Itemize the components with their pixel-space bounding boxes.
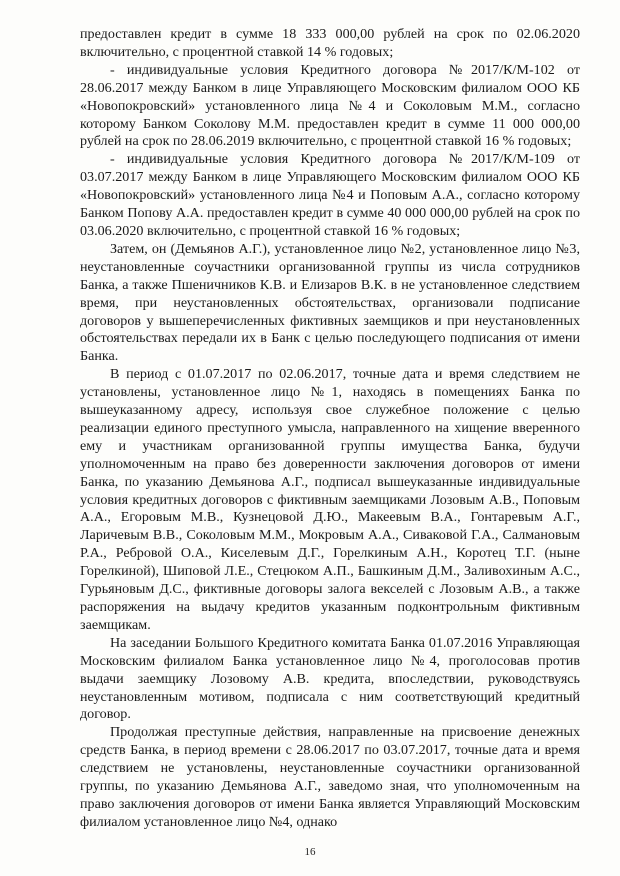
paragraph-period-signing: В период с 01.07.2017 по 02.06.2017, точные дата и время следствием не установлены, установленное лицо №1, находясь в помещениях Банка по вышеуказанному адресу, используя свое служебное положение с целью реализации единого преступного умысла, направленного на хищение вверенного ему и участникам организованной группы имущества Банка, будучи уполномоченным на право без доверенности заключения договоров от имени Банка, по указанию Демьянова А.Г., подписал вышеуказанные индивидуальные условия кредитных договоров с фиктивным заемщиками Лозовым А.В., Поповым А.А., Егоровым М.В., Кузнецовой Д.Ю., Макеевым В.А., Гонтаревым А.Г., Ларичевым В.В., Соколовым М.М., Мокровым А.А., Сиваковой Г.А., Салмановым Р.А., Ребровой О.А., Киселевым Д.Г., Горелкиным А.Н., Коротец Т.Г. (ныне Горелкиной), Шиповой Л.Е., Стецюком А.П., Башкиным Д.М., Заливохиным А.С., Гурьяновым Д.С., фиктивные договоры залога векселей с Лозовым А.В., а также распоряжения на выдачу кредитов указанным подконтрольным фиктивным заемщикам. (80, 366, 580, 633)
paragraph-signing-organization: Затем, он (Демьянов А.Г.), установленное лицо №2, установленное лицо №3, неустановленные соучастники организованной группы из числа сотрудников Банка, а также Пшеничников К.В. и Елизаров В.К. в не установленное следствием время, при неустановленных обстоятельствах, организовали подписание договоров у вышеперечисленных фиктивных заемщиков и при неустановленных обстоятельствах передали их в Банк с целью последующего подписания от имени Банка. (80, 240, 580, 365)
paragraph-contract-102: - индивидуальные условия Кредитного договора №2017/К/М-102 от 28.06.2017 между Банком в лице Управляющего Московским филиалом ООО КБ «Новопокровский» установленного лица №4 и Соколовым М.М., согласно которому Банком Соколову М.М. предоставлен кредит в сумме 11 000 000,00 рублей на срок по 28.06.2019 включительно, с процентной ставкой 16 % годовых; (80, 61, 580, 150)
paragraph-continuation-actions: Продолжая преступные действия, направленные на присвоение денежных средств Банка, в период времени с 28.06.2017 по 03.07.2017, точные дата и время следствием не установлены, неустановленные соучастники организованной группы, по указанию Демьянова А.Г., заведомо зная, что уполномоченным на право заключения договоров от имени Банка является Управляющий Московским филиалом установленное лицо №4, однако (80, 724, 580, 830)
paragraph-contract-109: - индивидуальные условия Кредитного договора №2017/К/М-109 от 03.07.2017 между Банком в лице Управляющего Московским филиалом ООО КБ «Новопокровский» установленного лица №4 и Поповым А.А., согласно которому Банком Попову А.А. предоставлен кредит в сумме 40 000 000,00 рублей на срок по 03.06.2020 включительно, с процентной ставкой 16 % годовых; (80, 151, 580, 239)
page-number: 16 (304, 846, 316, 858)
document-body (80, 26, 580, 832)
paragraph-credit-committee: На заседании Большого Кредитного комитата Банка 01.07.2016 Управляющая Московским филиалом Банка установленное лицо №4, проголосовав против выдачи заемщику Лозовому А.В. кредита, впоследствии, руководствуясь неустановленным мотивом, подписала с ним соответствующий кредитный договор. (80, 634, 580, 723)
paragraph-credit-continuation: предоставлен кредит в сумме 18 333 000,00 рублей на срок по 02.06.2020 включительно, с процентной ставкой 14 % годовых; (80, 26, 580, 60)
